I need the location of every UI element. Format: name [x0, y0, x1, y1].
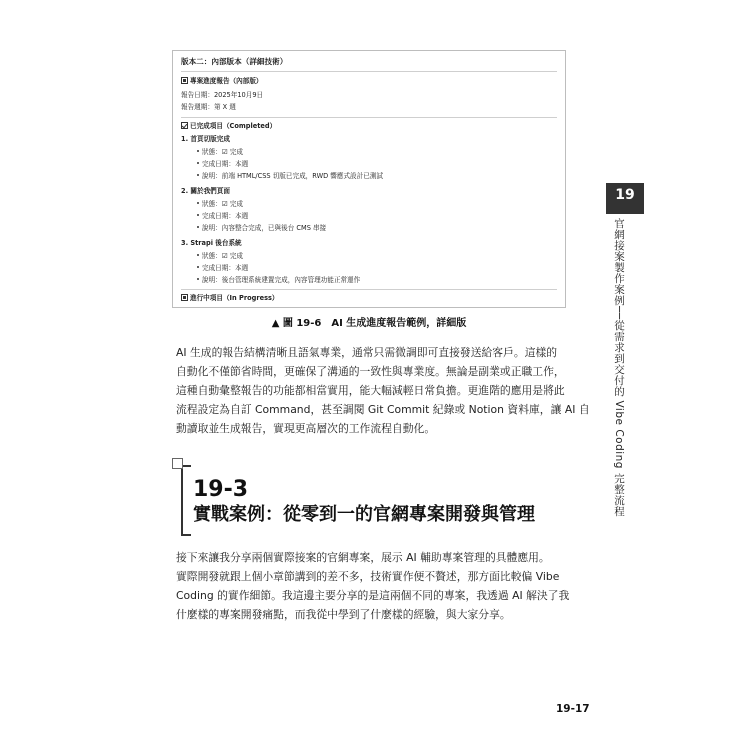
section-number: 19-3	[193, 477, 249, 502]
item-note: 說明：後台管理系統建置完成，內容管理功能正常運作	[202, 276, 361, 284]
item-note: 說明：前端 HTML/CSS 切版已完成，RWD 響應式設計已測試	[202, 172, 384, 180]
item-status: 狀態：☑ 完成	[202, 200, 243, 208]
item-title: 3. Strapi 後台系統	[181, 239, 242, 247]
item-date-row	[197, 160, 248, 169]
report-title-row	[181, 77, 263, 86]
paragraph-line: 這種自動彙整報告的功能都相當實用，能大幅減輕日常負擔。更進階的應用是將此	[176, 384, 565, 397]
bullet-icon	[197, 162, 199, 164]
report-title: 專案進度報告（內部版）	[190, 77, 263, 85]
item-status: 狀態：☑ 完成	[202, 252, 243, 260]
bullet-icon	[197, 174, 199, 176]
report-week: 報告週期：第 X 週	[181, 103, 236, 111]
item-note-row	[197, 172, 383, 181]
bullet-icon	[197, 214, 199, 216]
paragraph-line: 實際開發就跟上個小章節講到的差不多，技術實作便不贅述，那方面比較偏 Vibe	[176, 570, 560, 583]
in-progress-header: 進行中項目（In Progress）	[190, 294, 279, 302]
chart-icon	[181, 77, 188, 84]
figure-caption: ▲ 圖 19-6 AI 生成進度報告範例，詳細版	[271, 318, 467, 329]
bullet-icon	[197, 226, 199, 228]
figure-divider	[181, 289, 557, 290]
checkbox-icon	[181, 122, 188, 129]
item-date-row	[197, 264, 248, 273]
figure-divider	[181, 117, 557, 118]
bullet-icon	[197, 254, 199, 256]
body-paragraph	[176, 548, 569, 624]
chapter-number: 19	[615, 187, 635, 203]
bullet-icon	[197, 278, 199, 280]
progress-icon	[181, 294, 188, 301]
section-corner-mark	[172, 458, 183, 469]
figure-report-example	[172, 50, 566, 308]
in-progress-header-row	[181, 294, 279, 303]
item-note-row	[197, 276, 360, 285]
paragraph-line: 流程設定為自訂 Command，甚至調閱 Git Commit 紀錄或 Notion 資料庫，讓 AI 自	[176, 403, 590, 416]
item-date: 完成日期：本週	[202, 212, 249, 220]
paragraph-line: 什麼樣的專案開發痛點，而我從中學到了什麼樣的經驗，與大家分享。	[176, 608, 511, 621]
item-date-row	[197, 212, 248, 221]
item-note: 說明：內容整合完成，已與後台 CMS 串接	[202, 224, 327, 232]
bullet-icon	[197, 150, 199, 152]
body-paragraph	[176, 343, 590, 438]
page-number: 19-17	[556, 703, 590, 715]
chapter-running-title: 官網接案製作案例──從需求到交付的 Vibe Coding 完整流程	[613, 218, 625, 517]
item-title: 2. 關於我們頁面	[181, 187, 230, 195]
paragraph-line: AI 生成的報告結構清晰且語氣專業，通常只需微調即可直接發送給客戶。這樣的	[176, 346, 558, 359]
completed-header: 已完成項目（Completed）	[190, 122, 277, 130]
bullet-icon	[197, 202, 199, 204]
section-title: 實戰案例：從零到一的官網專案開發與管理	[193, 504, 535, 525]
item-status: 狀態：☑ 完成	[202, 148, 243, 156]
paragraph-line: 自動化不僅節省時間，更確保了溝通的一致性與專業度。無論是副業或正職工作，	[176, 365, 565, 378]
bullet-icon	[197, 266, 199, 268]
figure-version-title: 版本二：內部版本（詳細技術）	[181, 57, 288, 66]
item-date: 完成日期：本週	[202, 160, 249, 168]
item-note-row	[197, 224, 326, 233]
paragraph-line: 接下來讓我分享兩個實際接案的官網專案，展示 AI 輔助專案管理的具體應用。	[176, 551, 550, 564]
completed-header-row	[181, 122, 276, 131]
item-date: 完成日期：本週	[202, 264, 249, 272]
section-heading-frame	[181, 465, 191, 536]
item-status-row	[197, 252, 243, 261]
item-title: 1. 首頁切版完成	[181, 135, 230, 143]
paragraph-line: Coding 的實作細節。我這邊主要分享的是這兩個不同的專案，我透過 AI 解決了我	[176, 589, 570, 602]
item-status-row	[197, 148, 243, 157]
paragraph-line: 動讀取並生成報告，實現更高層次的工作流程自動化。	[176, 422, 436, 435]
item-status-row	[197, 200, 243, 209]
report-date: 報告日期：2025年10月9日	[181, 91, 264, 99]
figure-divider	[181, 71, 557, 72]
